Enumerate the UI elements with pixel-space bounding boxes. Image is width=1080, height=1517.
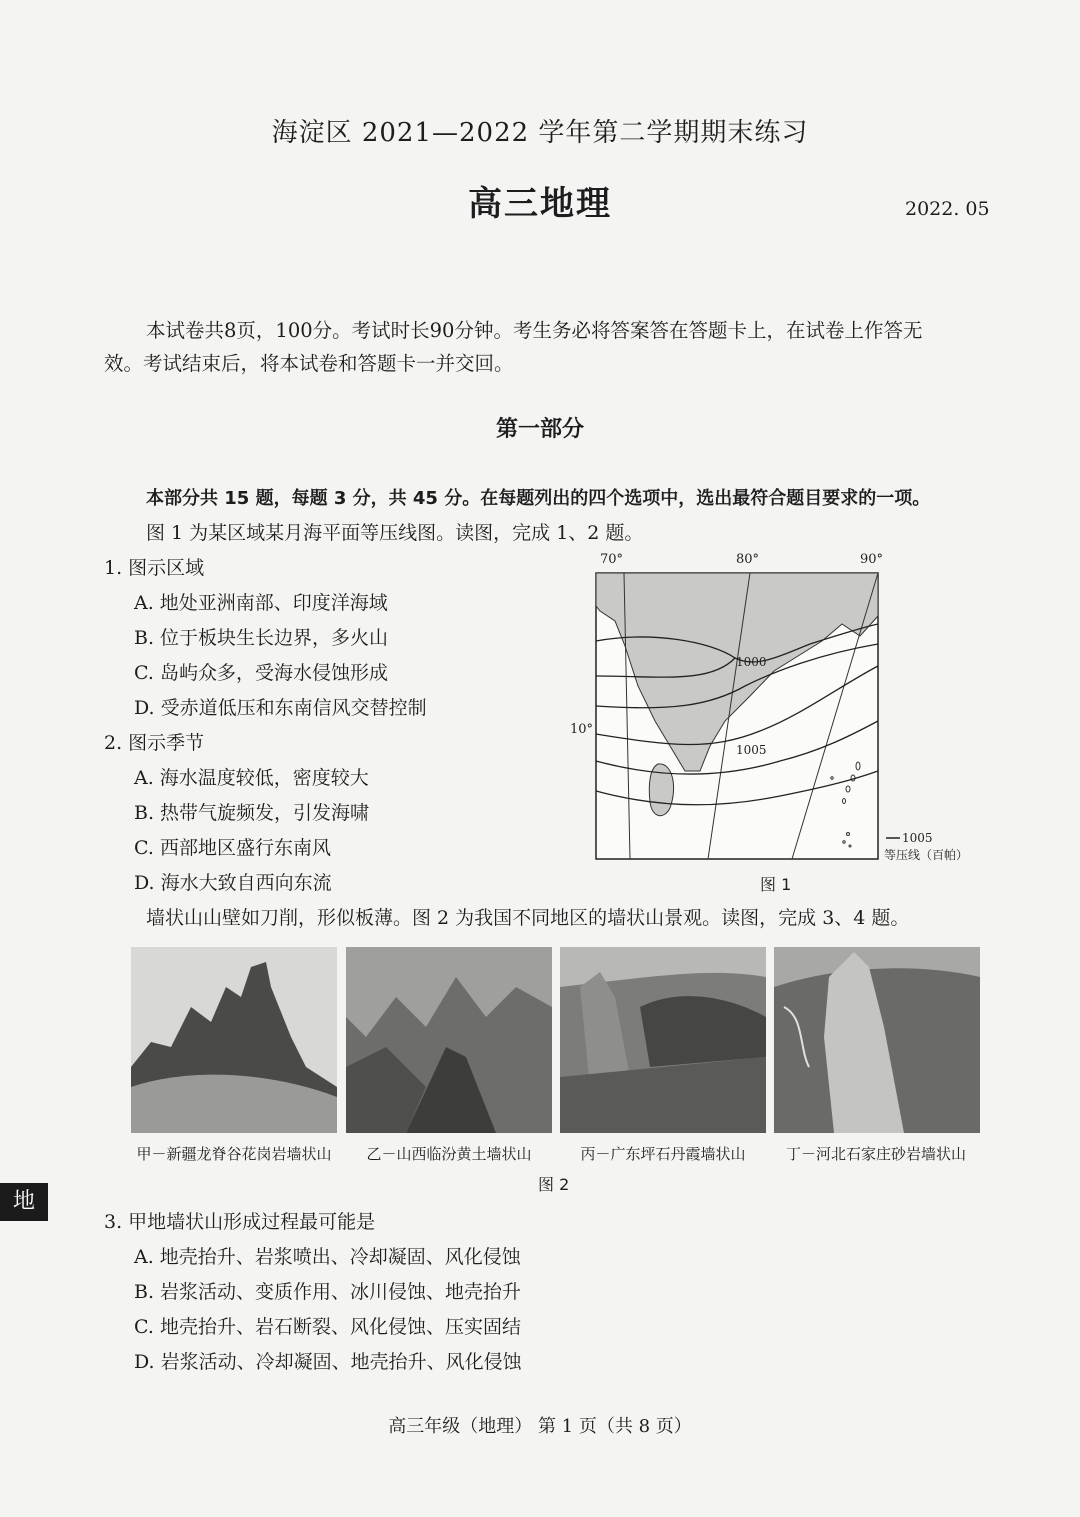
photo-jia-granite — [131, 947, 337, 1133]
subject-side-tab: 地 — [0, 1183, 48, 1221]
lon-label-90: 90° — [860, 552, 884, 567]
photo-ding-sandstone — [774, 947, 980, 1133]
question-3-option-a: A. 地壳抬升、岩浆喷出、冷却凝固、风化侵蚀 — [134, 1246, 521, 1268]
question-1-option-a: A. 地处亚洲南部、印度洋海域 — [134, 592, 388, 614]
question-3-option-d: D. 岩浆活动、冷却凝固、地壳抬升、风化侵蚀 — [134, 1351, 522, 1373]
question-2-option-a: A. 海水温度较低，密度较大 — [134, 767, 369, 789]
subject-title: 高三地理 — [468, 184, 612, 224]
photo-caption-ding: 丁－河北石家庄砂岩墙状山 — [785, 1145, 966, 1163]
question-2-stem: 2. 图示季节 — [104, 732, 205, 754]
question-2-option-b: B. 热带气旋频发，引发海啸 — [134, 802, 370, 824]
page-footer: 高三年级（地理） 第 1 页（共 8 页） — [388, 1416, 692, 1437]
question-3-option-b: B. 岩浆活动、变质作用、冰川侵蚀、地壳抬升 — [134, 1281, 522, 1303]
photo-caption-jia: 甲－新疆龙脊谷花岗岩墙状山 — [136, 1145, 332, 1163]
isobar-map — [560, 546, 990, 896]
question-3-option-c: C. 地壳抬升、岩石断裂、风化侵蚀、压实固结 — [134, 1316, 521, 1338]
question-1-option-c: C. 岛屿众多，受海水侵蚀形成 — [134, 662, 388, 684]
lead-q1-2: 图 1 为某区域某月海平面等压线图。读图，完成 1、2 题。 — [146, 522, 644, 544]
figure-1-caption: 图 1 — [760, 875, 792, 894]
question-3-stem: 3. 甲地墙状山形成过程最可能是 — [104, 1211, 376, 1233]
lon-label-80: 80° — [736, 552, 760, 567]
isobar-label-1000: 1000 — [736, 655, 767, 669]
figure-2-caption: 图 2 — [538, 1175, 570, 1194]
exam-instructions: 本试卷共8页，100分。考试时长90分钟。考生务必将答案答在答题卡上，在试卷上作答无效。考试结束后，将本试卷和答题卡一并交回。 — [104, 319, 923, 375]
lat-label-10: 10° — [570, 722, 594, 737]
photo-caption-bing: 丙－广东坪石丹霞墙状山 — [580, 1145, 746, 1163]
question-2-option-c: C. 西部地区盛行东南风 — [134, 837, 331, 859]
photo-caption-yi: 乙－山西临汾黄土墙状山 — [366, 1145, 532, 1163]
lon-label-70: 70° — [600, 552, 624, 567]
legend-value: 1005 — [902, 831, 933, 845]
exam-title: 海淀区 2021—2022 学年第二学期期末练习 — [271, 118, 809, 148]
question-1-stem: 1. 图示区域 — [104, 557, 205, 579]
legend-text: 等压线（百帕） — [884, 848, 969, 862]
part-title: 第一部分 — [495, 416, 584, 442]
photo-yi-loess — [346, 947, 552, 1133]
question-2-option-d: D. 海水大致自西向东流 — [134, 872, 332, 894]
question-1-option-d: D. 受赤道低压和东南信风交替控制 — [134, 697, 427, 719]
question-1-option-b: B. 位于板块生长边界，多火山 — [134, 627, 389, 649]
lead-q3-4: 墙状山山壁如刀削，形似板薄。图 2 为我国不同地区的墙状山景观。读图，完成 3、4 题。 — [146, 907, 910, 929]
exam-date: 2022. 05 — [905, 198, 990, 220]
isobar-label-1005: 1005 — [736, 743, 767, 757]
photo-bing-danxia — [560, 947, 766, 1133]
part-note: 本部分共 15 题，每题 3 分，共 45 分。在每题列出的四个选项中，选出最符合题目要求的一项。 — [146, 488, 931, 509]
